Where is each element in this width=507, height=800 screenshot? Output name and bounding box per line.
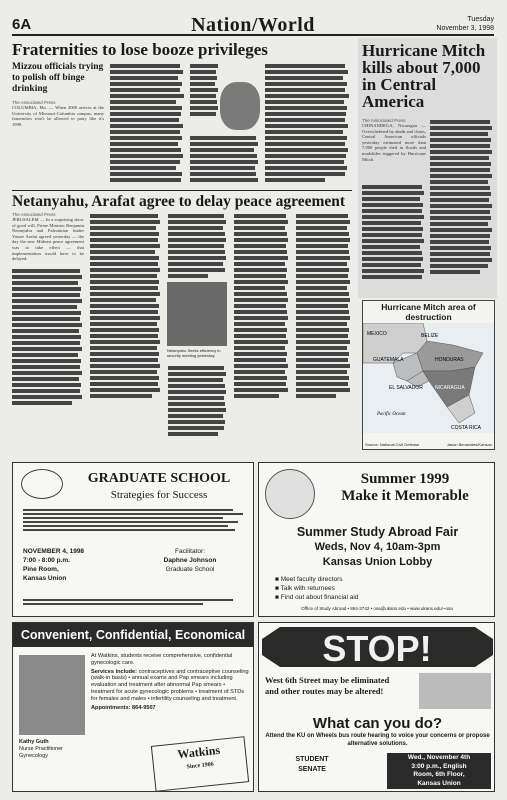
map-credit: Source: National Civil Defense Jason Benavides/Kansan xyxy=(365,442,492,447)
bus-route-ad: STOP! West 6th Street may be eliminated and other routes may be altered! What can you do? Attend the KU on Wheels bus route hearing to voice your concerns or propose alternative solutions. STUDENT SENATE Wed., November 4th 3:00 p.m., English Room, 6th Floor, Kansas Union xyxy=(258,622,495,792)
story1-headline: Fraternities to lose booze privileges xyxy=(12,40,268,59)
study-abroad-ad: Summer 1999 Make it Memorable Summer Study Abroad Fair Weds, Nov 4, 10am-3pm Kansas Union Lobby ■ Meet faculty directors ■ Talk with returnees ■ Find out about financial aid Office of Study Abroad • 864-3742 • osa@ukans.edu • www.ukans.edu/~osa xyxy=(258,462,495,617)
svg-text:STOP!: STOP! xyxy=(322,628,432,669)
section-title: Nation/World xyxy=(191,14,315,36)
story2-headline: Hurricane Mitch kills about 7,000 in Central America xyxy=(362,41,486,111)
bus-icon xyxy=(419,673,491,709)
study-abroad-bullets: ■ Meet faculty directors ■ Talk with returnees ■ Find out about financial aid xyxy=(275,576,359,601)
page-number: 6A xyxy=(12,16,32,33)
staff-photo xyxy=(19,655,85,735)
graduate-school-ad: GRADUATE SCHOOL Strategies for Success NOVEMBER 4, 1998 7:00 - 8:00 p.m. Pine Room, Kansas Union Facilitator: Daphne Johnson Graduate School xyxy=(12,462,254,617)
hearing-details: Wed., November 4th 3:00 p.m., English Room, 6th Floor, Kansas Union xyxy=(387,753,491,789)
map-graphic xyxy=(363,323,494,433)
mizzou-logo-icon xyxy=(220,82,260,130)
map-label: MEXICO xyxy=(367,331,387,337)
story1-deck: Mizzou officials trying to polish off binge drinking xyxy=(12,62,104,94)
map-label: NICARAGUA xyxy=(435,385,465,391)
map-label: BELIZE xyxy=(421,333,439,339)
masthead xyxy=(12,14,494,36)
map-label: Pacific Ocean xyxy=(377,412,406,417)
map-label: HONDURAS xyxy=(435,357,464,363)
ku-seal-icon xyxy=(21,469,63,499)
globe-icon xyxy=(265,469,315,519)
stop-sign-icon xyxy=(260,625,495,669)
newspaper-page: 6A Nation/World Tuesday November 3, 1998 Fraternities to lose booze privileges Mizzou officials trying to polish off binge drinking The Associated Press COLUMBIA, Mo. — When 2000 arrives at the University of Missouri-Columbia campus, many fraternities won't be allowed to party like it's 1999. Hurricane Mitch kills about 7,000 in Central America The Associated Press CHINANDEGA, Nicaragua — Overwhelmed by death and chaos, Central American officials yesterday estimated more than 7,000 people died in floods and mudslides triggered by Hurricane Mitch. Netanyahu, Arafat agree to delay peace agreement The Associated Press JERUSALEM — In a surprising show of good will, Prime Minister Benjamin Netanyahu and Palestinian leader Yasser Arafat agreed yesterday — the day the new Mideast peace agreement was to take effect — that implementation would have to be delayed. Netanyahu Seeks efficiency in security meeting yesterday. Hurricane Mitch area of destruction MEXICO BELIZE GUATEMALA HONDURAS EL SALVADOR NICARAGUA COSTA RICA Pacific Ocean Source: National Civil Defense Jason Benavides/Kansan GRADUATE SCHOOL Strategies for Success NOVEMBER 4, 1998 7:00 - 8:00 p.m. Pine Room, Kansas Union Facilitator: Daphne Johnson Graduate School Summer 1999 Make it Memorable Summer Study Abroad Fair Weds, Nov 4, 10am-3pm Kansas Union Lobby ■ Meet faculty directors ■ Talk with returnees ■ Find out about financial aid Office of Study Abroad • 864-3742 • osa@ukans.edu • www.ukans.edu/~osa Convenient, Confidential, Economical Kathy Guth Nurse Practitioner Gynecology At Watkins, students receive comprehensive, confidential gynecologic care. Services include: contraceptives and contraceptive counseling (walk-in basis) • annual exams and Pap smears including evaluation and treatment after abnormal Pap smears • treatment for acute gynecologic problems • treatment of STDs for females and males • infertility counseling and treatment. Appointments: 864-9507 Watkins Since 1906 STOP! West 6th Street may be eliminated and other routes may be altered! What can you do? Attend the KU on Wheels bus route hearing to voice your concerns or propose alternative solutions. STUDENT SENATE Wed., November 4th 3:00 p.m., English Room, 6th Floor, Kansas Union xyxy=(0,0,507,800)
map-title: Hurricane Mitch area of destruction xyxy=(381,302,476,322)
story1-body: The Associated Press COLUMBIA, Mo. — When 2000 arrives at the University of Missouri-Columbia campus, many fraternities won't be allowed to party like it's 1999. xyxy=(12,100,104,127)
map-label: COSTA RICA xyxy=(451,425,481,431)
hurricane-map xyxy=(362,300,495,450)
photo-caption: Netanyahu Seeks efficiency in security meeting yesterday. xyxy=(167,348,221,358)
watkins-logo-icon: Watkins Since 1906 xyxy=(151,736,249,792)
story1-columns xyxy=(110,62,350,186)
story3-headline: Netanyahu, Arafat agree to delay peace agreement xyxy=(12,193,346,210)
dateline: Tuesday November 3, 1998 xyxy=(436,16,494,32)
watkins-ad: Convenient, Confidential, Economical Kathy Guth Nurse Practitioner Gynecology At Watkins, students receive comprehensive, confidential gynecologic care. Services include: contraceptives and contraceptive counseling (walk-in basis) • annual exams and Pap smears including evaluation and treatment after abnormal Pap smears • treatment for acute gynecologic problems • treatment of STDs for females and males • infertility counseling and treatment. Appointments: 864-9507 Watkins Since 1906 xyxy=(12,622,254,792)
student-senate-logo: STUDENT SENATE xyxy=(295,756,329,773)
netanyahu-photo xyxy=(167,282,227,346)
map-label: GUATEMALA xyxy=(373,357,404,363)
map-label: EL SALVADOR xyxy=(389,385,423,391)
